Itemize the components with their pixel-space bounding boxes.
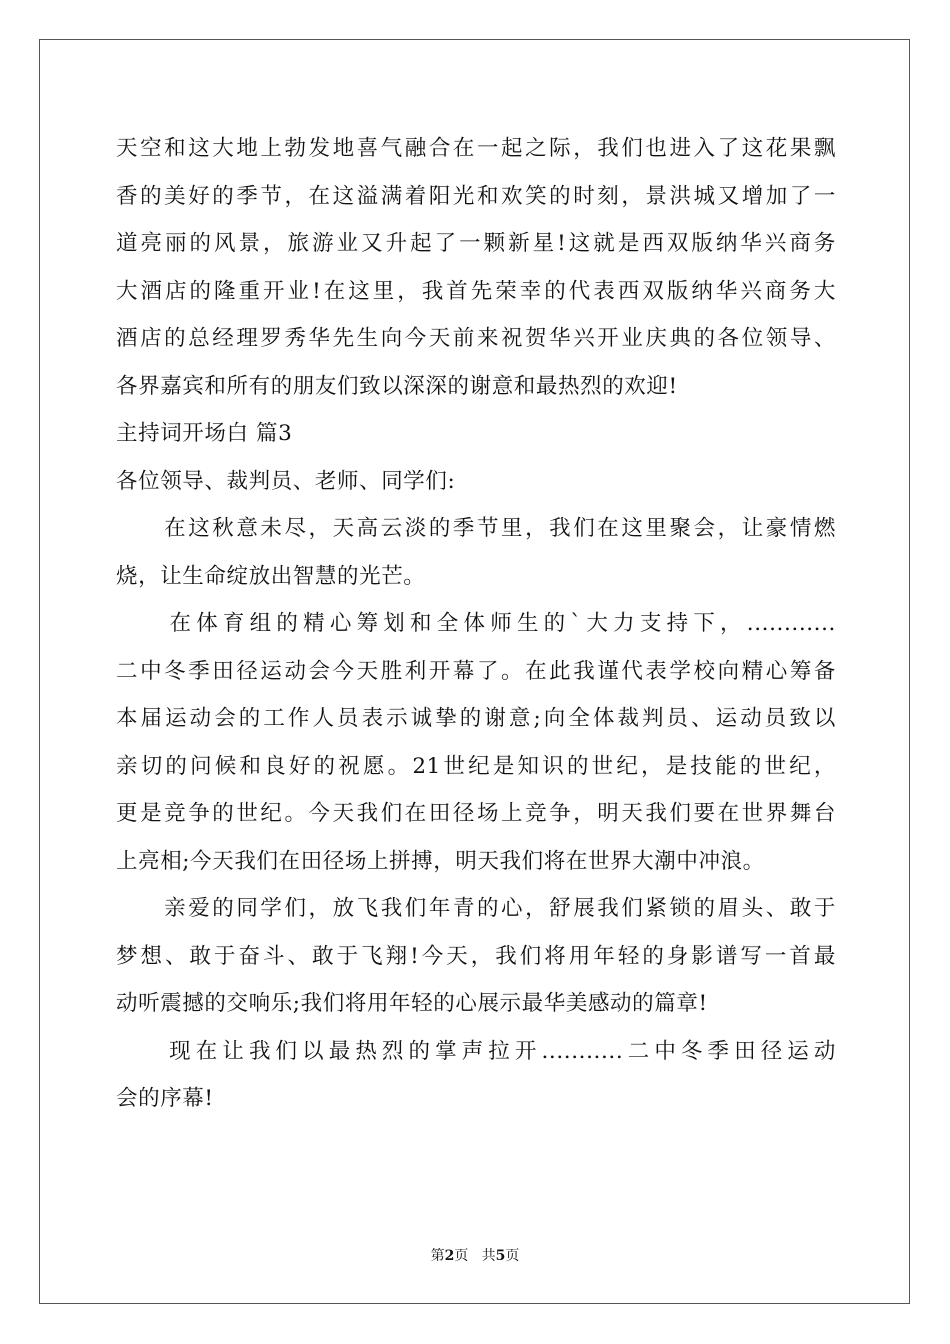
- footer-total-prefix: 共: [481, 1248, 496, 1264]
- text-line: 上亮相;今天我们在田径场上拼搏，明天我们将在世界大潮中冲浪。: [116, 848, 765, 874]
- document-body: [116, 125, 836, 1123]
- footer-prefix: 第: [430, 1248, 445, 1264]
- text-line: 亲切的问候和良好的祝愿。21世纪是知识的世纪，是技能的世纪，: [116, 753, 836, 779]
- page-footer: [0, 1247, 950, 1265]
- text-line: 在体育组的精心筹划和全体师生的`大力支持下，............: [116, 611, 836, 636]
- text-line: 二中冬季田径运动会今天胜利开幕了。在此我谨代表学校向精心筹备: [116, 658, 836, 684]
- footer-total-pages: 5: [495, 1248, 506, 1264]
- text-line: 香的美好的季节，在这溢满着阳光和欢笑的时刻，景洪城又增加了一: [116, 183, 836, 209]
- text-line: 各位领导、裁判员、老师、同学们:: [116, 468, 456, 494]
- text-line: 更是竞争的世纪。今天我们在田径场上竞争，明天我们要在世界舞台: [116, 801, 836, 826]
- text-line: 在这秋意未尽，天高云淡的季节里，我们在这里聚会，让豪情燃: [116, 516, 836, 541]
- text-line: 天空和这大地上勃发地喜气融合在一起之际，我们也进入了这花果飘: [116, 136, 836, 161]
- text-line: 酒店的总经理罗秀华先生向今天前来祝贺华兴开业庆典的各位领导、: [116, 326, 836, 351]
- footer-page-suffix: 页: [454, 1248, 469, 1264]
- text-line: 大酒店的隆重开业!在这里，我首先荣幸的代表西双版纳华兴商务大: [116, 278, 836, 304]
- text-line: 各界嘉宾和所有的朋友们致以深深的谢意和最热烈的欢迎!: [116, 373, 678, 399]
- text-line: 主持词开场白 篇3: [116, 421, 293, 446]
- text-line: 道亮丽的风景，旅游业又升起了一颗新星!这就是西双版纳华兴商务: [116, 231, 836, 256]
- text-line: 现在让我们以最热烈的掌声拉开...........二中冬季田径运动: [116, 1038, 836, 1064]
- text-line: 烧，让生命绽放出智慧的光芒。: [116, 563, 426, 589]
- text-line: 动听震撼的交响乐;我们将用年轻的心展示最华美感动的篇章!: [116, 991, 708, 1016]
- text-line: 本届运动会的工作人员表示诚挚的谢意;向全体裁判员、运动员致以: [116, 706, 836, 731]
- footer-total-suffix: 页: [505, 1248, 520, 1264]
- text-line: 梦想、敢于奋斗、敢于飞翔!今天，我们将用年轻的身影谱写一首最: [116, 943, 836, 969]
- text-line: 会的序幕!: [116, 1086, 214, 1111]
- text-line: 亲爱的同学们，放飞我们年青的心，舒展我们紧锁的眉头、敢于: [116, 896, 836, 921]
- footer-page-number: 2: [444, 1248, 455, 1264]
